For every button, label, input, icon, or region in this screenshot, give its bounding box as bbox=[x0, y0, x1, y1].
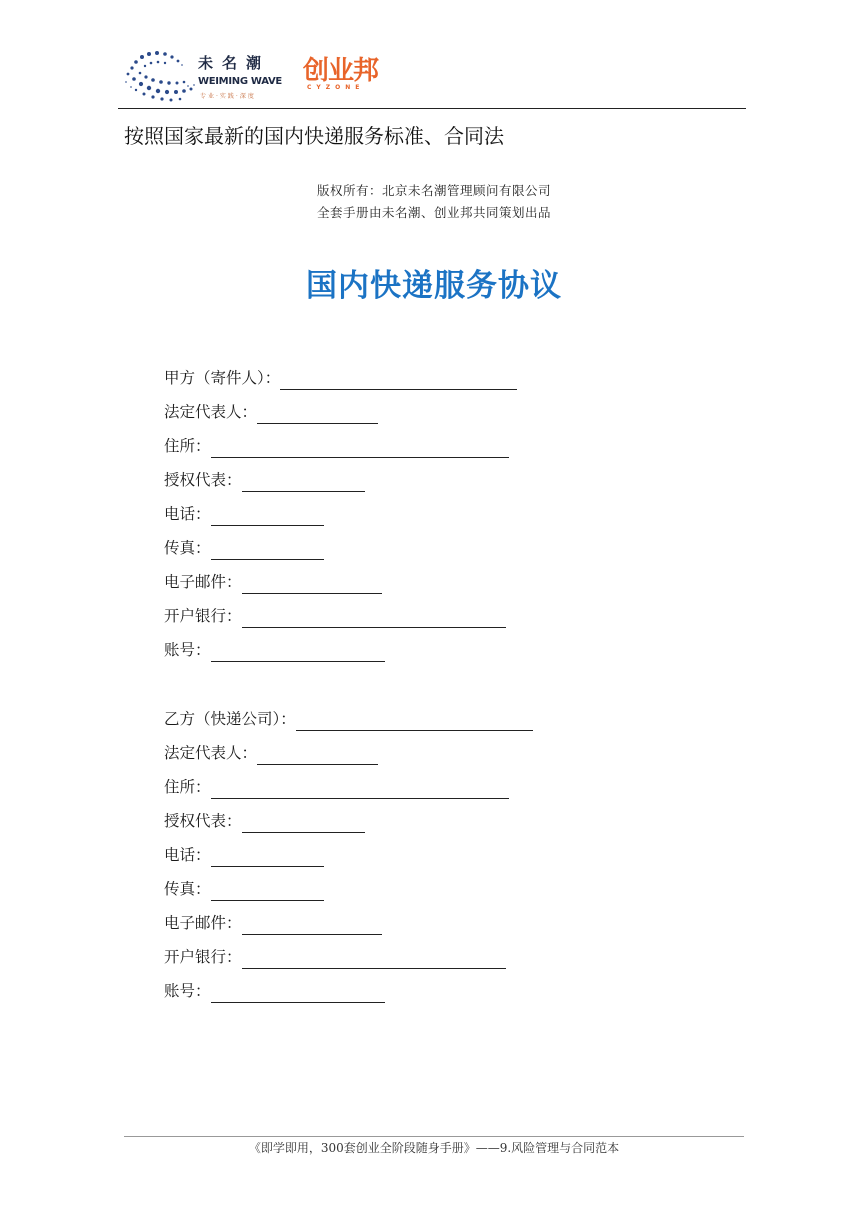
field-label: 电话： bbox=[164, 846, 211, 864]
header-logos bbox=[120, 46, 400, 106]
field-label: 开户银行： bbox=[164, 607, 242, 625]
party-a-address-row bbox=[164, 434, 517, 468]
field-label: 授权代表： bbox=[164, 471, 242, 489]
weiming-logo-text: 未名潮 bbox=[198, 54, 271, 72]
field-label: 传真： bbox=[164, 539, 211, 557]
weiming-logo-english: WEIMING WAVE bbox=[198, 76, 282, 87]
field-label: 授权代表： bbox=[164, 812, 242, 830]
party-b-bank-row bbox=[164, 945, 533, 979]
fill-in-blank[interactable] bbox=[211, 439, 509, 458]
fill-in-blank[interactable] bbox=[211, 780, 509, 799]
party-b-legal-rep-row bbox=[164, 741, 533, 775]
fill-in-blank[interactable] bbox=[242, 575, 382, 594]
party-b-phone-row bbox=[164, 843, 533, 877]
party-b-section bbox=[164, 707, 533, 1013]
party-b-email-row bbox=[164, 911, 533, 945]
field-label: 电子邮件： bbox=[164, 914, 242, 932]
document-title: 国内快递服务协议 bbox=[306, 268, 562, 304]
party-a-legal-rep-row bbox=[164, 400, 517, 434]
party-a-bank-row bbox=[164, 604, 517, 638]
field-label: 账号： bbox=[164, 982, 211, 1000]
fill-in-blank[interactable] bbox=[257, 746, 378, 765]
fill-in-blank[interactable] bbox=[242, 609, 506, 628]
party-a-name-row bbox=[164, 366, 517, 400]
field-label: 法定代表人： bbox=[164, 744, 258, 762]
fill-in-blank[interactable] bbox=[280, 371, 517, 390]
copyright-notice bbox=[0, 180, 868, 224]
field-label: 传真： bbox=[164, 880, 211, 898]
fill-in-blank[interactable] bbox=[211, 643, 385, 662]
party-a-phone-row bbox=[164, 502, 517, 536]
party-b-name-row bbox=[164, 707, 533, 741]
fill-in-blank[interactable] bbox=[211, 507, 324, 526]
fill-in-blank[interactable] bbox=[242, 473, 365, 492]
copyright-line-1: 版权所有：北京未名潮管理顾问有限公司 bbox=[316, 183, 551, 198]
header-divider bbox=[118, 108, 746, 109]
party-b-fax-row bbox=[164, 877, 533, 911]
field-label: 住所： bbox=[164, 778, 211, 796]
party-b-address-row bbox=[164, 775, 533, 809]
copyright-line-2: 全套手册由未名潮、创业邦共同策划出品 bbox=[316, 205, 551, 220]
cyzone-logo-text: 创业邦 bbox=[303, 56, 379, 86]
document-subtitle: 按照国家最新的国内快递服务标准、合同法 bbox=[124, 124, 504, 148]
fill-in-blank[interactable] bbox=[211, 882, 324, 901]
footer-divider bbox=[124, 1136, 744, 1137]
fill-in-blank[interactable] bbox=[211, 541, 324, 560]
field-label: 开户银行： bbox=[164, 948, 242, 966]
fill-in-blank[interactable] bbox=[211, 984, 385, 1003]
weiming-wave-logo-icon bbox=[120, 46, 202, 104]
fill-in-blank[interactable] bbox=[242, 950, 506, 969]
field-label: 乙方（快递公司）： bbox=[164, 710, 296, 728]
party-a-email-row bbox=[164, 570, 517, 604]
fill-in-blank[interactable] bbox=[257, 405, 378, 424]
party-b-account-row bbox=[164, 979, 533, 1013]
cyzone-logo-english: CYZONE bbox=[307, 84, 365, 91]
weiming-logo-tagline: 专业·实践·深度 bbox=[200, 93, 256, 100]
party-a-section bbox=[164, 366, 517, 672]
field-label: 电话： bbox=[164, 505, 211, 523]
page-footer: 《即学即用，300套创业全阶段随身手册》——9.风险管理与合同范本 bbox=[248, 1141, 620, 1155]
fill-in-blank[interactable] bbox=[296, 712, 533, 731]
field-label: 甲方（寄件人）： bbox=[164, 369, 281, 387]
field-label: 账号： bbox=[164, 641, 211, 659]
fill-in-blank[interactable] bbox=[242, 814, 365, 833]
field-label: 电子邮件： bbox=[164, 573, 242, 591]
party-a-authorized-rep-row bbox=[164, 468, 517, 502]
fill-in-blank[interactable] bbox=[211, 848, 324, 867]
fill-in-blank[interactable] bbox=[242, 916, 382, 935]
party-a-fax-row bbox=[164, 536, 517, 570]
field-label: 住所： bbox=[164, 437, 211, 455]
field-label: 法定代表人： bbox=[164, 403, 258, 421]
party-b-authorized-rep-row bbox=[164, 809, 533, 843]
party-a-account-row bbox=[164, 638, 517, 672]
